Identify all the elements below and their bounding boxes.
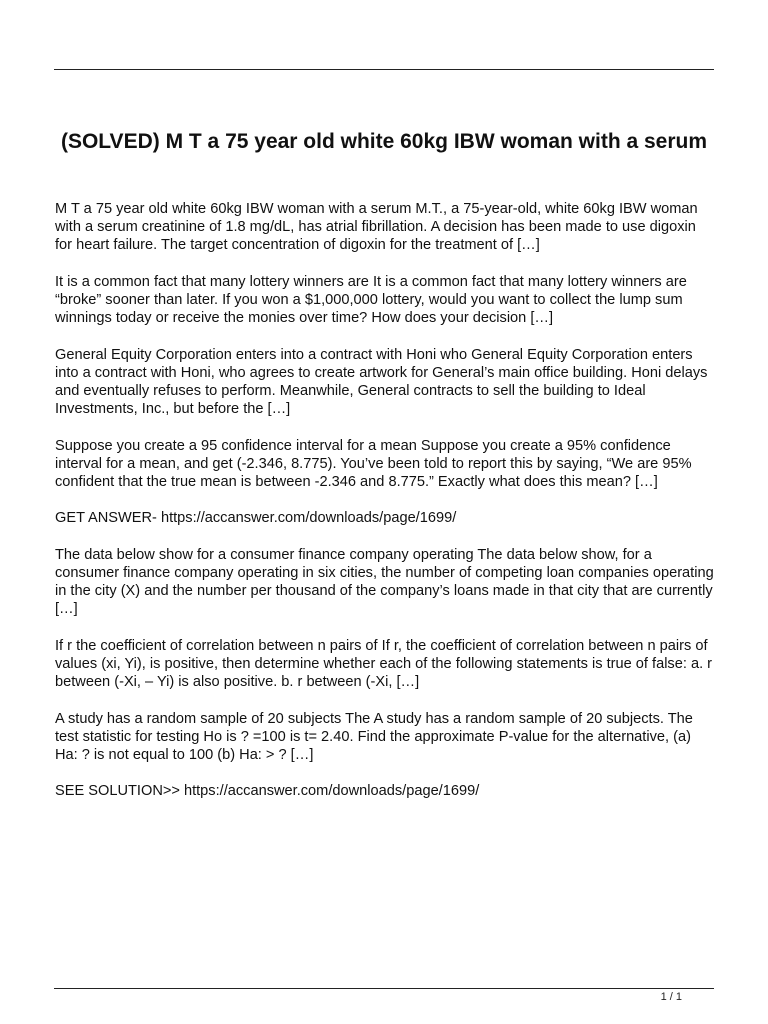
header-divider (54, 69, 714, 70)
paragraph-see-solution-link: SEE SOLUTION>> https://accanswer.com/downloads/page/1699/ (55, 783, 480, 800)
paragraph-lottery: It is a common fact that many lottery winners are It is a common fact that many lottery winners are “broke” sooner than later. If you won a $1,000,000 lottery, would you want to collect the lump sum winnings today or receive the monies over time? How does your decision […] (55, 273, 687, 327)
paragraph-contract: General Equity Corporation enters into a contract with Honi who General Equity Corporation enters into a contract with Honi, who agrees to create artwork for General’s main office building. Honi delays and eventually refuses to perform. Meanwhile, General contracts to sell the building to Ideal Investments, Inc., but before the […] (55, 346, 708, 418)
paragraph-correlation: If r the coefficient of correlation between n pairs of If r, the coefficient of correlation between n pairs of values (xi, Yi), is positive, then determine whether each of the following statements is true of false: a. r between (-Xi, – Yi) is also positive. b. r between (-Xi, […] (55, 637, 713, 691)
document-body (55, 200, 715, 819)
paragraph-consumer-finance: The data below show for a consumer finance company operating The data below show, for a consumer finance company operating in six cities, the number of competing loan companies operating in the city (X) and the number per thousand of the company’s loans made in that city that are currently […] (55, 546, 714, 618)
page-number: 1 / 1 (660, 991, 682, 1003)
paragraph-get-answer-link: GET ANSWER- https://accanswer.com/downloads/page/1699/ (55, 510, 457, 527)
paragraph-p-value: A study has a random sample of 20 subjects The A study has a random sample of 20 subjects. The test statistic for testing Ho is ? =100 is t= 2.40. Find the approximate P-value for the alternative, (a) Ha: ? is not equal to 100 (b) Ha: > ? […] (55, 710, 693, 763)
document-title: (SOLVED) M T a 75 year old white 60kg IBW woman with a serum (60, 130, 708, 153)
paragraph-digoxin: M T a 75 year old white 60kg IBW woman with a serum M.T., a 75-year-old, white 60kg IBW woman with a serum creatinine of 1.8 mg/dL, has atrial fibrillation. A decision has been made to use digoxin for heart failure. The target concentration of digoxin for the treatment of […] (55, 201, 698, 254)
footer-divider (54, 988, 714, 989)
paragraph-confidence-interval: Suppose you create a 95 confidence interval for a mean Suppose you create a 95% confidence interval for a mean, and get (-2.346, 8.775). You’ve been told to report this by saying, “We are 95% confident that the true mean is between -2.346 and 8.775.” Exactly what does this mean? […] (55, 437, 692, 490)
